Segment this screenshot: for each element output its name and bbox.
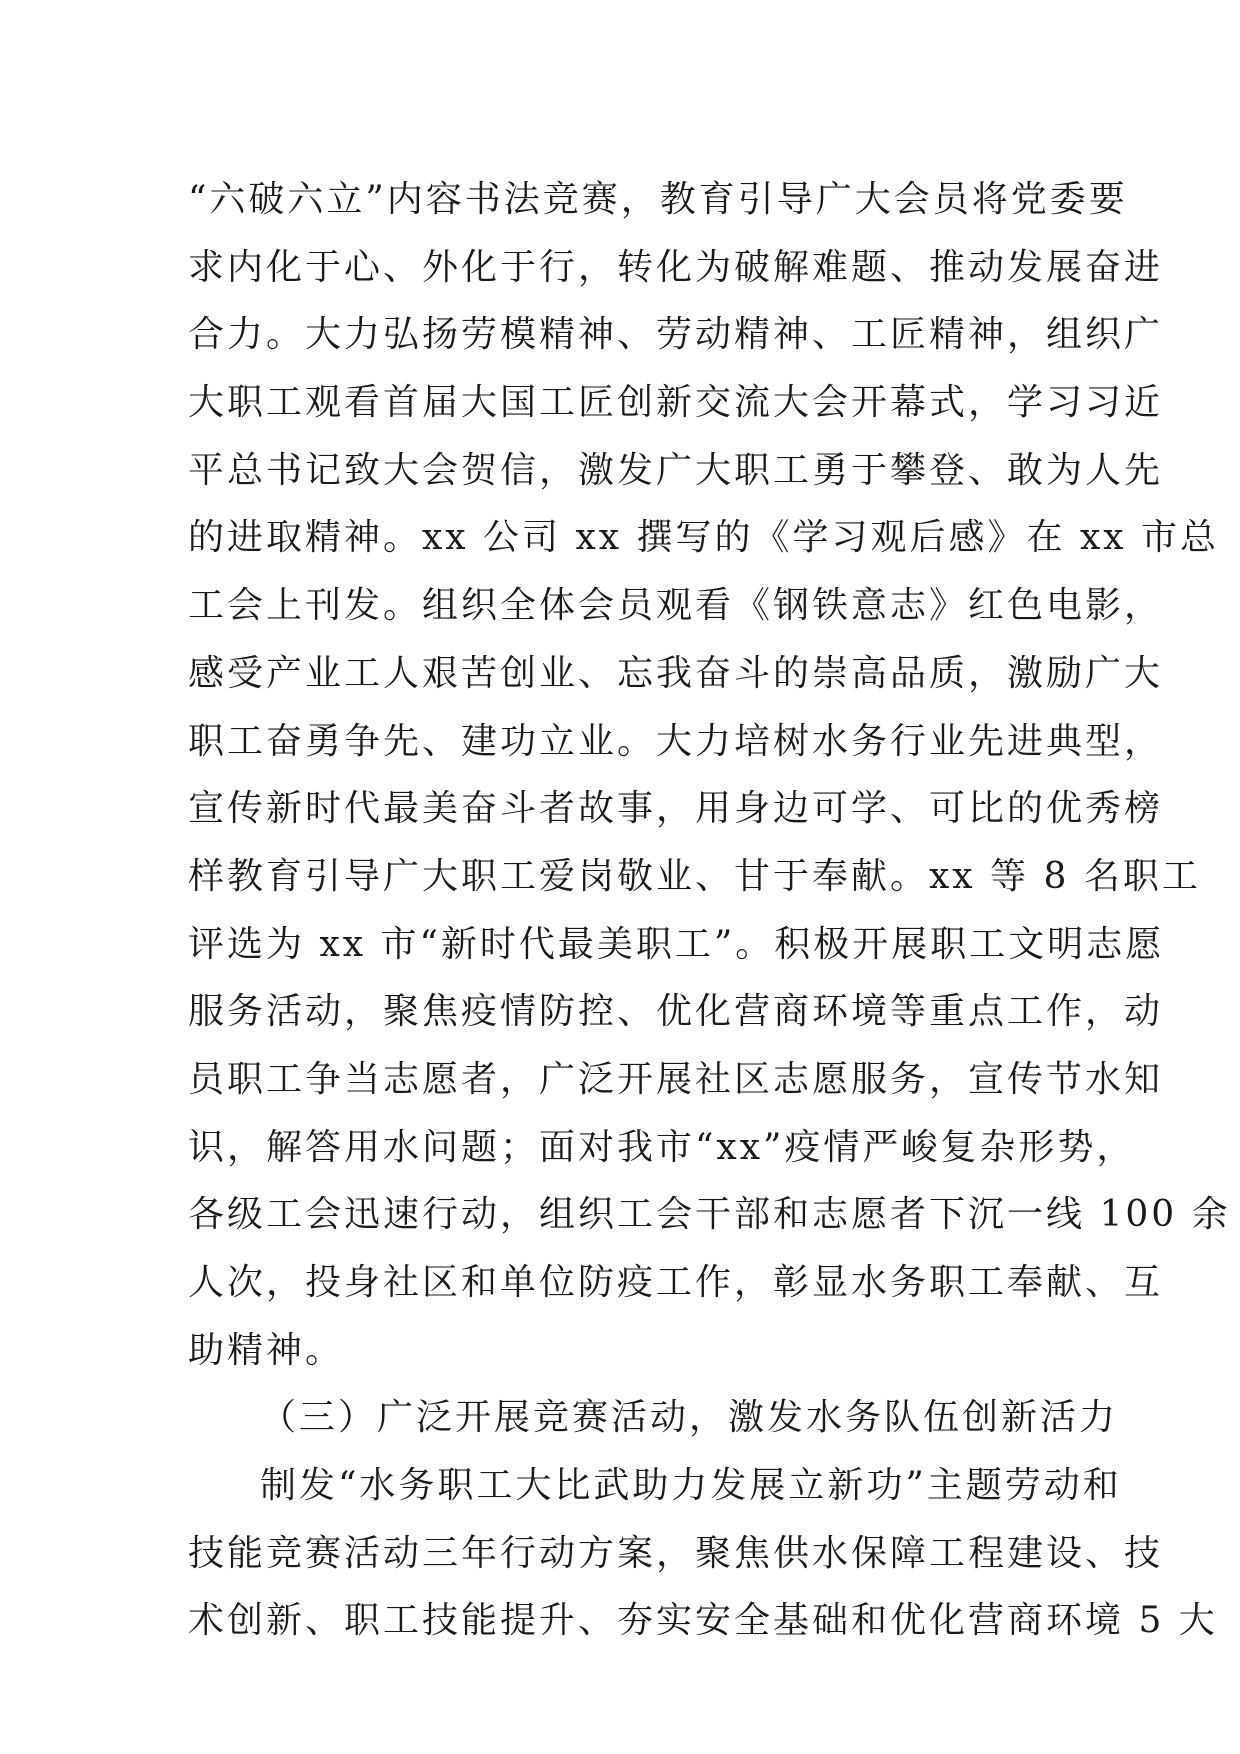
paragraph-line: 员职工争当志愿者，广泛开展社区志愿服务，宣传节水知	[188, 1058, 1164, 1100]
paragraph-line: 技能竞赛活动三年行动方案，聚焦供水保障工程建设、技	[188, 1532, 1164, 1574]
paragraph-line: 合力。大力弘扬劳模精神、劳动精神、工匠精神，组织广	[188, 314, 1164, 356]
paragraph-1	[188, 166, 1231, 1384]
paragraph-2	[188, 1452, 1218, 1655]
paragraph-line: 各级工会迅速行动，组织工会干部和志愿者下沉一线 100 余	[188, 1194, 1231, 1236]
paragraph-line: “六破六立”内容书法竞赛，教育引导广大会员将党委要	[188, 179, 1128, 220]
paragraph-line: 术创新、职工技能提升、夯实安全基础和优化营商环境 5 大	[188, 1600, 1218, 1642]
paragraph-line: 工会上刊发。组织全体会员观看《钢铁意志》红色电影，	[188, 585, 1164, 627]
paragraph-line: 的进取精神。xx 公司 xx 撰写的《学习观后感》在 xx 市总	[188, 517, 1220, 559]
paragraph-line: 宣传新时代最美奋斗者故事，用身边可学、可比的优秀榜	[188, 788, 1164, 830]
paragraph-line: 样教育引导广大职工爱岗敬业、甘于奉献。xx 等 8 名职工	[188, 855, 1201, 897]
paragraph-line: 制发“水务职工大比武助力发展立新功”主题劳动和	[260, 1465, 1122, 1507]
paragraph-line: 人次，投身社区和单位防疫工作，彰显水务职工奉献、互	[188, 1262, 1164, 1303]
paragraph-line: 大职工观看首届大国工匠创新交流大会开幕式，学习习近	[188, 382, 1164, 424]
paragraph-line: 识，解答用水问题；面对我市“xx”疫情严峻复杂形势，	[188, 1126, 1136, 1168]
section-heading: （三）广泛开展竞赛活动，激发水务队伍创新活力	[260, 1397, 1119, 1439]
document-body	[188, 166, 1231, 1655]
paragraph-line: 求内化于心、外化于行，转化为破解难题、推动发展奋进	[188, 246, 1164, 288]
paragraph-line: 服务活动，聚焦疫情防控、优化营商环境等重点工作，动	[188, 991, 1164, 1033]
paragraph-line: 感受产业工人艰苦创业、忘我奋斗的崇高品质，激励广大	[188, 652, 1164, 694]
paragraph-line: 平总书记致大会贺信，激发广大职工勇于攀登、敢为人先	[188, 449, 1164, 491]
paragraph-line: 评选为 xx 市“新时代最美职工”。积极开展职工文明志愿	[188, 923, 1165, 965]
paragraph-line: 助精神。	[188, 1329, 345, 1371]
paragraph-line: 职工奋勇争先、建功立业。大力培树水务行业先进典型，	[188, 720, 1164, 762]
